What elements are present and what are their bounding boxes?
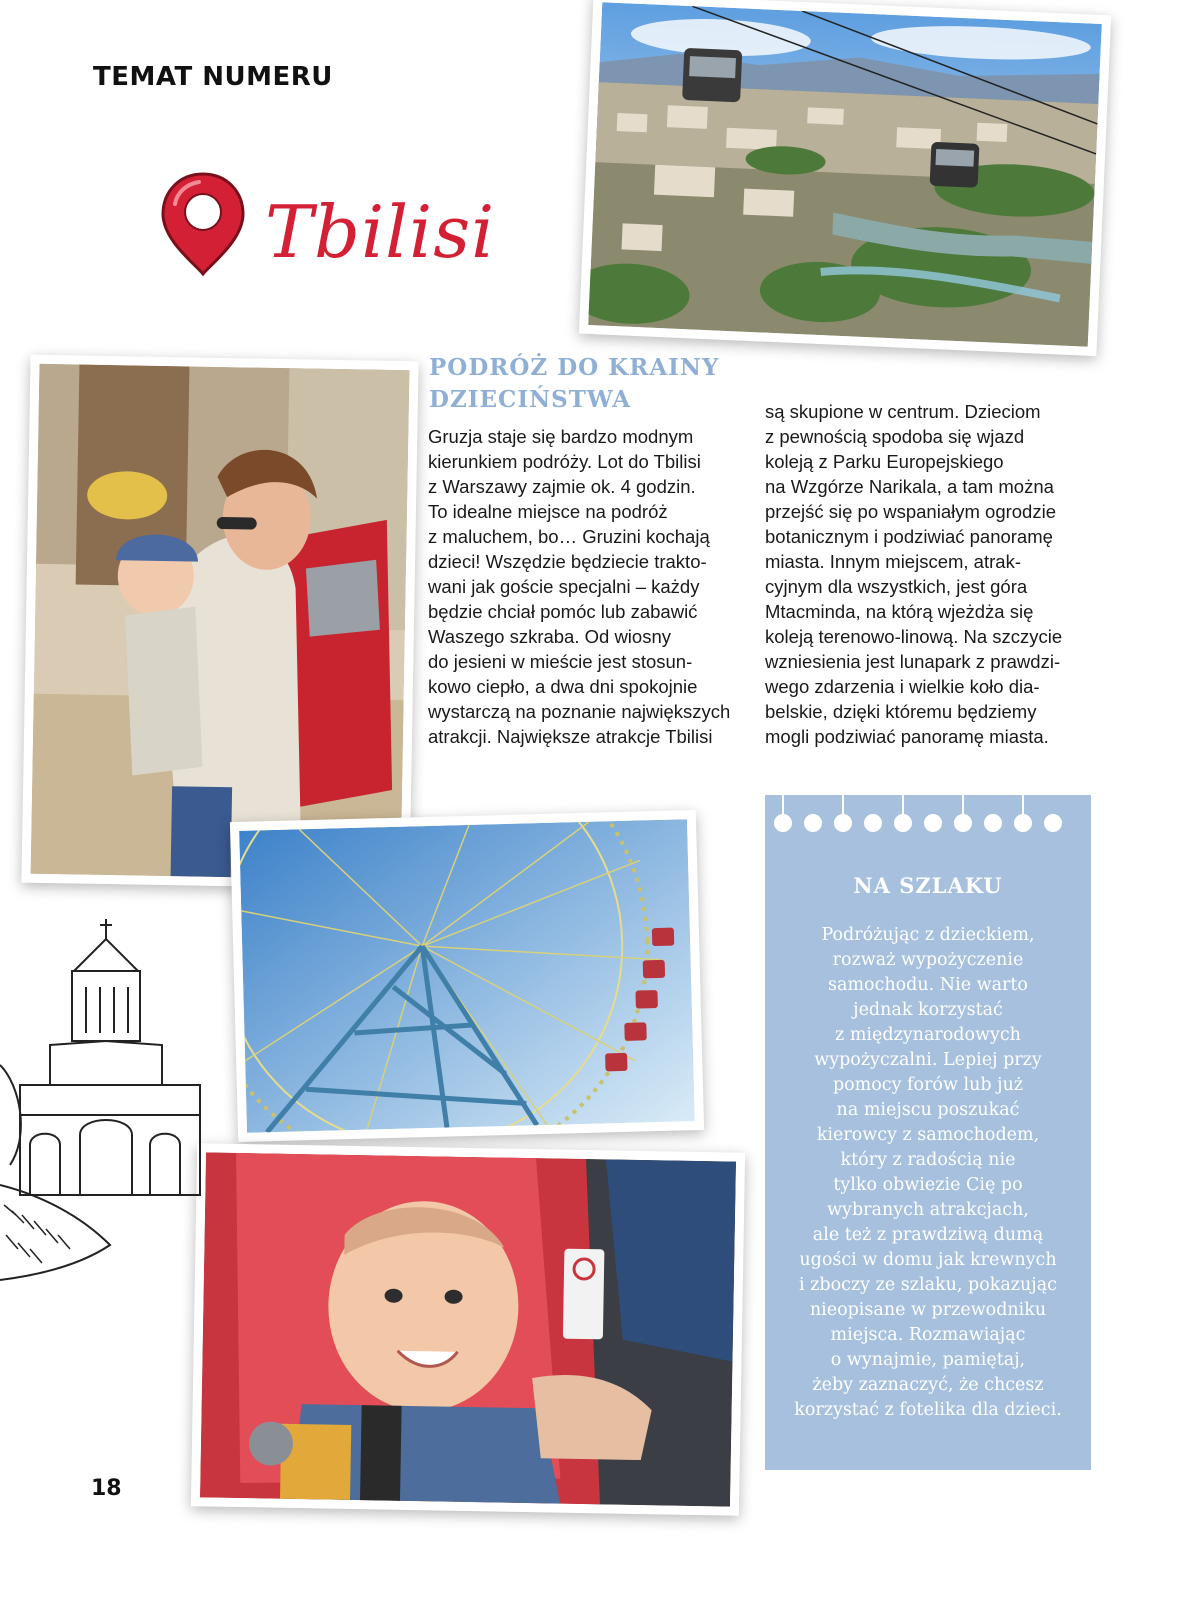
sidebar-line: ale też z prawdziwą dumą	[812, 1225, 1044, 1245]
sidebar-line: i zboczy ze szlaku, pokazując	[799, 1275, 1057, 1295]
sidebar-line: pomocy forów lub już	[832, 1075, 1024, 1095]
notebook-holes-icon	[765, 795, 1091, 845]
text-line: Waszego szkraba. Od wiosny	[428, 626, 671, 647]
sidebar-line: rozważ wypożyczenie	[832, 950, 1024, 970]
sidebar-line: nieopisane w przewodniku	[809, 1300, 1047, 1320]
sidebar-line: który z radością nie	[840, 1150, 1016, 1170]
text-line: Gruzja staje się bardzo modnym	[428, 426, 694, 447]
text-line: miasta. Innym miejscem, atrak-	[765, 551, 1021, 572]
ferris-wheel-photo	[230, 810, 704, 1142]
text-line: z pewnością spodoba się wjazd	[765, 426, 1025, 447]
article-heading	[429, 352, 749, 416]
baby-car-seat-photo	[191, 1143, 745, 1516]
sidebar-box	[765, 795, 1091, 1470]
sidebar-line: na miejscu poszukać	[836, 1100, 1020, 1120]
sidebar-line: samochodu. Nie warto	[828, 975, 1028, 995]
text-line: wzniesienia jest lunapark z prawdzi-	[765, 651, 1061, 672]
text-line: kierunkiem podróży. Lot do Tbilisi	[428, 451, 701, 472]
text-line: wystarczą na poznanie największych	[428, 701, 731, 722]
text-line: przejść się po wspaniałym ogrodzie	[765, 501, 1056, 522]
mother-child-photo	[21, 355, 418, 890]
sidebar-line: miejsca. Rozmawiając	[830, 1325, 1026, 1345]
sidebar-line: korzystać z fotelika dla dzieci.	[794, 1400, 1062, 1420]
city-title	[155, 168, 555, 288]
sidebar-heading: NA SZLAKU	[853, 873, 1003, 898]
article-heading-line: PODRÓŻ DO KRAINY	[429, 354, 720, 381]
text-line: będzie chciał pomóc lub zabawić	[428, 601, 698, 622]
page-number: 18	[91, 1476, 122, 1501]
text-line: z maluchem, bo… Gruzini kochają	[428, 526, 710, 547]
text-line: dzieci! Wszędzie będziecie trakto-	[428, 551, 707, 572]
text-line: są skupione w centrum. Dzieciom	[765, 401, 1041, 422]
text-line: Mtacminda, na którą wjeżdża się	[765, 601, 1034, 622]
text-line: wani jak goście specjalni – każdy	[428, 576, 700, 597]
article-heading-line: DZIECIŃSTWA	[429, 386, 632, 413]
text-line: wego zdarzenia i wielkie koło dia-	[765, 676, 1040, 697]
sidebar-line: jednak korzystać	[853, 1000, 1003, 1020]
section-label: TEMAT NUMERU	[93, 62, 333, 92]
sidebar-line: o wynajmie, pamiętaj,	[830, 1350, 1026, 1370]
sidebar-line: wypożyczalni. Lepiej przy	[814, 1050, 1042, 1070]
sidebar-line: wybranych atrakcjach,	[827, 1200, 1029, 1220]
church-illustration-icon	[0, 915, 205, 1295]
text-line: na Wzgórze Narikala, a tam można	[765, 476, 1054, 497]
text-line: atrakcji. Największe atrakcje Tbilisi	[428, 726, 713, 747]
map-pin-icon	[155, 168, 251, 280]
text-line: botanicznym i podziwiać panoramę	[765, 526, 1053, 547]
sidebar-text	[765, 923, 1091, 1423]
cable-car-photo	[579, 0, 1111, 356]
text-line: belskie, dzięki któremu będziemy	[765, 701, 1037, 722]
sidebar-line: żeby zaznaczyć, że chcesz	[812, 1375, 1044, 1395]
text-line: koleją z Parku Europejskiego	[765, 451, 1004, 472]
article-column-2	[765, 399, 1062, 749]
text-line: cyjnym dla wszystkich, jest góra	[765, 576, 1028, 597]
text-line: do jesieni w mieście jest stosun-	[428, 651, 693, 672]
text-line: To idealne miejsce na podróż	[428, 501, 668, 522]
article-column-1	[428, 424, 730, 749]
text-line: koleją terenowo-linową. Na szczycie	[765, 626, 1063, 647]
sidebar-line: kierowcy z samochodem,	[816, 1125, 1040, 1145]
city-name: Tbilisi	[265, 190, 496, 274]
text-line: z Warszawy zajmie ok. 4 godzin.	[428, 476, 696, 497]
sidebar-line: ugości w domu jak krewnych	[799, 1250, 1057, 1270]
sidebar-line: Podróżując z dzieckiem,	[821, 925, 1035, 945]
sidebar-line: z międzynarodowych	[835, 1025, 1021, 1045]
text-line: kowo ciepło, a dwa dni spokojnie	[428, 676, 698, 697]
sidebar-line: tylko obwiezie Cię po	[833, 1175, 1023, 1195]
text-line: mogli podziwiać panoramę miasta.	[765, 726, 1049, 747]
